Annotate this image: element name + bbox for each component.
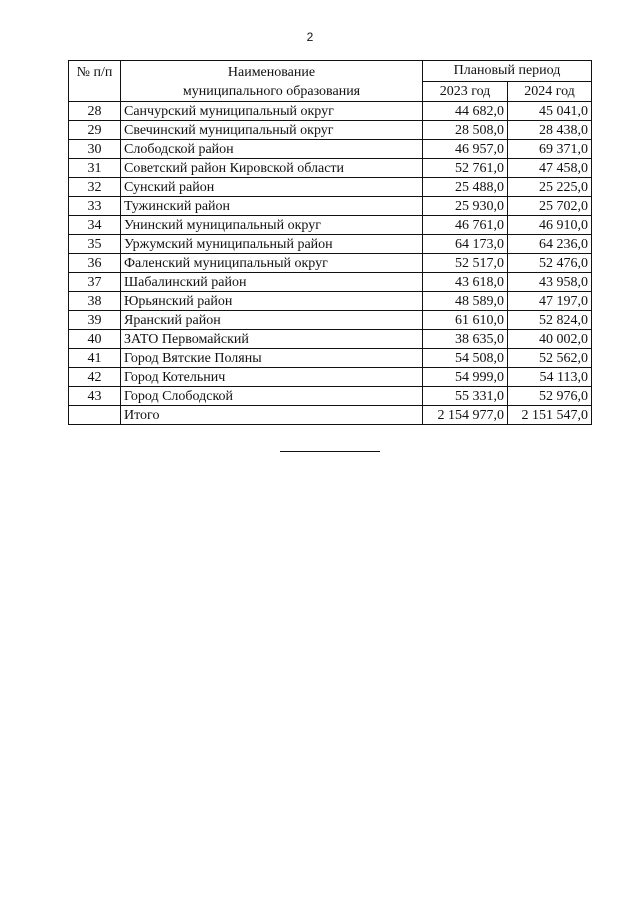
row-municipality-name: Юрьянский район: [121, 292, 423, 311]
row-value-2024: 47 458,0: [508, 159, 592, 178]
table-footer: [69, 406, 592, 425]
row-number: 42: [69, 368, 121, 387]
table-row: [69, 368, 592, 387]
row-number: 38: [69, 292, 121, 311]
row-value-2023: 28 508,0: [423, 121, 508, 140]
budget-table: [68, 60, 592, 425]
table-row: [69, 311, 592, 330]
row-municipality-name: Унинский муниципальный округ: [121, 216, 423, 235]
header-name: [121, 61, 423, 102]
row-municipality-name: Уржумский муниципальный район: [121, 235, 423, 254]
total-2024: 2 151 547,0: [508, 406, 592, 425]
table-row: [69, 140, 592, 159]
row-value-2023: 55 331,0: [423, 387, 508, 406]
table-row: [69, 254, 592, 273]
row-municipality-name: Свечинский муниципальный округ: [121, 121, 423, 140]
total-number: [69, 406, 121, 425]
row-value-2024: 45 041,0: [508, 102, 592, 121]
row-number: 39: [69, 311, 121, 330]
total-label: Итого: [121, 406, 423, 425]
row-number: 28: [69, 102, 121, 121]
row-value-2023: 38 635,0: [423, 330, 508, 349]
row-number: 33: [69, 197, 121, 216]
row-number: 31: [69, 159, 121, 178]
header-name-line1: Наименование: [227, 65, 316, 80]
total-row: [69, 406, 592, 425]
row-value-2023: 54 508,0: [423, 349, 508, 368]
row-number: 35: [69, 235, 121, 254]
row-municipality-name: Слободской район: [121, 140, 423, 159]
row-number: 32: [69, 178, 121, 197]
row-value-2024: 43 958,0: [508, 273, 592, 292]
row-value-2023: 46 761,0: [423, 216, 508, 235]
row-municipality-name: Город Вятские Поляны: [121, 349, 423, 368]
row-number: 41: [69, 349, 121, 368]
row-number: 29: [69, 121, 121, 140]
row-number: 37: [69, 273, 121, 292]
row-value-2023: 52 517,0: [423, 254, 508, 273]
row-number: 40: [69, 330, 121, 349]
row-value-2024: 25 225,0: [508, 178, 592, 197]
row-value-2024: 64 236,0: [508, 235, 592, 254]
table-row: [69, 235, 592, 254]
row-value-2024: 69 371,0: [508, 140, 592, 159]
row-value-2023: 61 610,0: [423, 311, 508, 330]
row-number: 43: [69, 387, 121, 406]
header-year-2024: 2024 год: [508, 81, 592, 102]
row-value-2024: 54 113,0: [508, 368, 592, 387]
row-value-2023: 54 999,0: [423, 368, 508, 387]
end-separator-line: [280, 451, 380, 452]
row-municipality-name: Фаленский муниципальный округ: [121, 254, 423, 273]
row-value-2023: 48 589,0: [423, 292, 508, 311]
row-number: 34: [69, 216, 121, 235]
table-row: [69, 121, 592, 140]
table-row: [69, 330, 592, 349]
table-row: [69, 178, 592, 197]
row-municipality-name: Яранский район: [121, 311, 423, 330]
header-name-line2: муниципального образования: [182, 84, 361, 99]
table-row: [69, 292, 592, 311]
table-row: [69, 216, 592, 235]
row-value-2023: 44 682,0: [423, 102, 508, 121]
row-municipality-name: Санчурский муниципальный округ: [121, 102, 423, 121]
row-number: 30: [69, 140, 121, 159]
row-value-2023: 25 488,0: [423, 178, 508, 197]
total-2023: 2 154 977,0: [423, 406, 508, 425]
table-header: [69, 61, 592, 102]
row-value-2024: 52 562,0: [508, 349, 592, 368]
row-value-2023: 25 930,0: [423, 197, 508, 216]
row-value-2024: 46 910,0: [508, 216, 592, 235]
row-value-2024: 28 438,0: [508, 121, 592, 140]
table-row: [69, 273, 592, 292]
row-municipality-name: Город Котельнич: [121, 368, 423, 387]
row-municipality-name: Тужинский район: [121, 197, 423, 216]
row-municipality-name: Советский район Кировской области: [121, 159, 423, 178]
row-municipality-name: Шабалинский район: [121, 273, 423, 292]
row-number: 36: [69, 254, 121, 273]
row-value-2023: 46 957,0: [423, 140, 508, 159]
row-municipality-name: ЗАТО Первомайский: [121, 330, 423, 349]
row-value-2024: 52 824,0: [508, 311, 592, 330]
table-row: [69, 387, 592, 406]
page-number: 2: [306, 30, 314, 44]
table-body: [69, 102, 592, 406]
row-municipality-name: Сунский район: [121, 178, 423, 197]
row-value-2024: 25 702,0: [508, 197, 592, 216]
row-value-2023: 43 618,0: [423, 273, 508, 292]
row-value-2024: 52 476,0: [508, 254, 592, 273]
table-row: [69, 349, 592, 368]
header-year-2023: 2023 год: [423, 81, 508, 102]
row-municipality-name: Город Слободской: [121, 387, 423, 406]
row-value-2024: 47 197,0: [508, 292, 592, 311]
header-period: Плановый период: [423, 61, 592, 82]
row-value-2023: 52 761,0: [423, 159, 508, 178]
row-value-2024: 52 976,0: [508, 387, 592, 406]
table-row: [69, 197, 592, 216]
table-row: [69, 159, 592, 178]
header-row-top: [69, 61, 592, 82]
table-row: [69, 102, 592, 121]
row-value-2024: 40 002,0: [508, 330, 592, 349]
row-value-2023: 64 173,0: [423, 235, 508, 254]
header-number: № п/п: [69, 61, 121, 102]
